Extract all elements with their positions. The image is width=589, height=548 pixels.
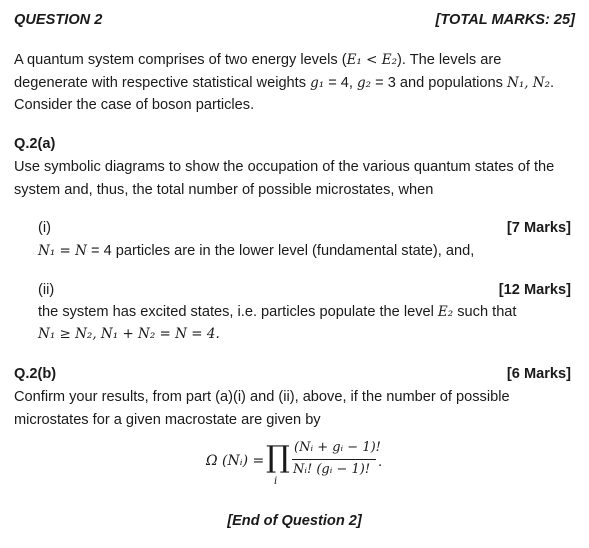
weight-g1: g₁	[310, 75, 325, 91]
level-e2: E₂	[437, 304, 454, 320]
sub-i-description: = 4 particles are in the lower level (fundamental state), and,	[86, 243, 475, 259]
product-index: i	[274, 476, 278, 487]
populations: N₁, N₂	[507, 75, 551, 91]
part-b-heading: Q.2(b)	[14, 366, 57, 382]
formula-numerator: (Nᵢ + gᵢ − 1)!	[294, 440, 381, 455]
intro-line-1	[14, 50, 501, 70]
sub-i-label: (i)	[38, 220, 51, 236]
total-marks: [TOTAL MARKS: 25]	[435, 12, 575, 28]
fraction-bar	[292, 459, 376, 460]
intro-text: = 3 and populations	[371, 75, 507, 91]
part-a-text-1: Use symbolic diagrams to show the occupation of the various quantum states of the	[14, 159, 555, 175]
sub-ii-description: such that	[453, 304, 517, 320]
intro-line-2	[14, 73, 554, 93]
part-b-text-1: Confirm your results, from part (a)(i) and (ii), above, if the number of possible	[14, 389, 510, 405]
question-title: QUESTION 2	[14, 12, 103, 28]
formula-lhs: Ω (Nᵢ) =	[206, 453, 265, 469]
intro-text: A quantum system comprises of two energy levels (	[14, 52, 347, 68]
sub-ii-marks: [12 Marks]	[498, 282, 571, 298]
sub-ii-label: (ii)	[38, 282, 55, 298]
part-a-heading: Q.2(a)	[14, 136, 56, 152]
sub-ii-condition: N₁ ≥ N₂, N₁ + N₂ = N = 4.	[38, 326, 220, 342]
intro-text: = 4,	[324, 75, 358, 91]
sub-ii-text	[38, 302, 516, 322]
product-symbol: ∏	[266, 440, 290, 475]
intro-text: ). The levels are	[397, 52, 502, 68]
part-b-marks: [6 Marks]	[506, 366, 571, 382]
intro-text: .	[550, 75, 555, 91]
n1-equals-n: N₁ = N	[38, 243, 87, 259]
energy-inequality: E₁ < E₂	[346, 52, 397, 68]
formula-denominator: Nᵢ! (gᵢ − 1)!	[293, 462, 371, 477]
intro-line-3: Consider the case of boson particles.	[14, 97, 255, 113]
sub-ii-description: the system has excited states, i.e. particles populate the level	[38, 304, 438, 320]
end-of-question: [End of Question 2]	[227, 513, 362, 529]
part-a-text-2: system and, thus, the total number of possible microstates, when	[14, 182, 434, 198]
intro-text: degenerate with respective statistical weights	[14, 75, 311, 91]
formula-period: .	[378, 455, 383, 470]
sub-i-text	[38, 241, 474, 261]
weight-g2: g₂	[357, 75, 372, 91]
sub-i-marks: [7 Marks]	[506, 220, 571, 236]
part-b-text-2: microstates for a given macrostate are given by	[14, 412, 321, 428]
